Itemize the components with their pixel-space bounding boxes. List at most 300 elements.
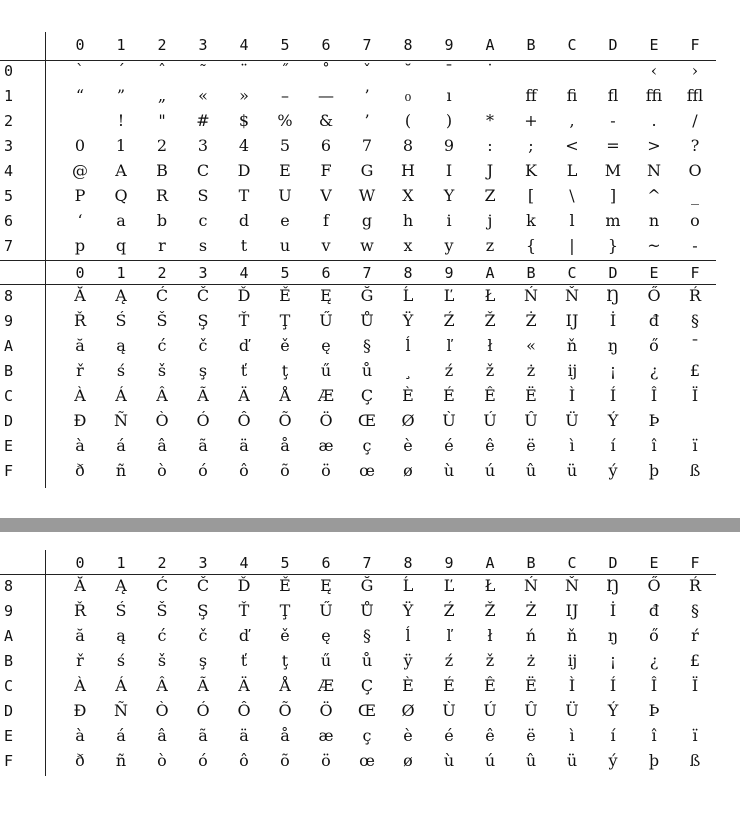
row-label: 8: [4, 287, 14, 305]
glyph-cell: {: [525, 236, 537, 255]
glyph-cell: ţ: [281, 361, 289, 380]
glyph-cell: @: [72, 161, 88, 180]
glyph-cell: -: [692, 236, 698, 255]
glyph-cell: â: [157, 436, 167, 455]
glyph-cell: Ô: [237, 411, 251, 430]
glyph-cell: O: [688, 161, 702, 180]
glyph-cell: !: [117, 111, 125, 130]
glyph-cell: ‘: [77, 211, 83, 230]
glyph-cell: S: [197, 186, 209, 205]
glyph-cell: Õ: [278, 701, 292, 720]
column-header: 7: [362, 36, 372, 54]
glyph-cell: ¯: [691, 336, 699, 355]
glyph-cell: Ê: [484, 676, 496, 695]
glyph-cell: Á: [115, 386, 127, 405]
glyph-cell: Î: [650, 386, 658, 405]
column-header: 4: [239, 554, 249, 572]
glyph-cell: ş: [198, 651, 208, 670]
glyph-cell: Í: [609, 386, 617, 405]
glyph-cell: Á: [115, 676, 127, 695]
column-header: 7: [362, 554, 372, 572]
glyph-cell: Û: [524, 411, 538, 430]
glyph-cell: Ű: [319, 311, 333, 330]
glyph-cell: þ: [648, 461, 660, 480]
column-header: F: [690, 36, 700, 54]
glyph-cell: ï: [692, 726, 698, 745]
glyph-cell: e: [280, 211, 290, 230]
glyph-cell: ę: [321, 626, 331, 645]
glyph-cell: ﬁ: [566, 86, 578, 105]
glyph-cell: Č: [196, 286, 210, 305]
glyph-cell: Ť: [238, 601, 250, 620]
glyph-cell: ê: [485, 436, 495, 455]
glyph-cell: _: [691, 186, 699, 205]
glyph-cell: Ę: [320, 286, 332, 305]
glyph-cell: Ú: [483, 701, 497, 720]
glyph-cell: (: [404, 111, 412, 130]
glyph-cell: ĺ: [405, 336, 411, 355]
glyph-cell: ŋ: [607, 336, 619, 355]
glyph-cell: Ń: [524, 286, 538, 305]
glyph-cell: Ŋ: [606, 576, 620, 595]
glyph-cell: ź: [444, 361, 454, 380]
glyph-cell: ň: [566, 626, 578, 645]
glyph-cell: Ő: [647, 286, 661, 305]
glyph-cell: Ğ: [360, 286, 374, 305]
row-label: A: [4, 627, 14, 645]
glyph-cell: č: [198, 336, 208, 355]
glyph-cell: Č: [196, 576, 210, 595]
glyph-cell: ‹: [650, 61, 658, 80]
glyph-cell: s: [198, 236, 208, 255]
glyph-cell: 4: [238, 136, 250, 155]
column-header: C: [567, 36, 577, 54]
glyph-cell: Ÿ: [402, 601, 414, 620]
glyph-cell: â: [157, 726, 167, 745]
column-header: E: [649, 264, 659, 282]
glyph-cell: Ţ: [279, 311, 291, 330]
row-label: E: [4, 727, 14, 745]
glyph-cell: F: [320, 161, 332, 180]
glyph-cell: ń: [525, 626, 537, 645]
glyph-cell: &: [318, 111, 334, 130]
glyph-cell: ň: [566, 336, 578, 355]
glyph-cell: <: [565, 136, 579, 155]
column-header: 9: [444, 554, 454, 572]
glyph-cell: É: [443, 676, 455, 695]
table-rule: [0, 260, 716, 261]
row-label: 9: [4, 312, 14, 330]
column-header: 0: [75, 36, 85, 54]
column-header: 2: [157, 554, 167, 572]
glyph-cell: H: [401, 161, 415, 180]
column-header: E: [649, 36, 659, 54]
glyph-cell: Ý: [607, 701, 619, 720]
glyph-cell: Ž: [484, 311, 496, 330]
glyph-cell: ß: [689, 461, 701, 480]
column-header: B: [526, 36, 536, 54]
glyph-cell: u: [279, 236, 291, 255]
glyph-cell: á: [116, 726, 126, 745]
row-label: C: [4, 387, 14, 405]
glyph-cell: Š: [156, 601, 168, 620]
glyph-cell: Ë: [525, 676, 537, 695]
glyph-cell: Ŕ: [688, 576, 702, 595]
glyph-cell: –: [281, 86, 289, 105]
column-header: 8: [403, 264, 413, 282]
glyph-cell: M: [604, 161, 622, 180]
glyph-cell: Ô: [237, 701, 251, 720]
glyph-cell: ú: [484, 461, 496, 480]
row-label: D: [4, 412, 14, 430]
column-header: F: [690, 554, 700, 572]
glyph-cell: ò: [157, 751, 167, 770]
glyph-cell: ě: [280, 336, 290, 355]
glyph-cell: Ż: [525, 311, 537, 330]
glyph-cell: Ó: [196, 701, 210, 720]
glyph-cell: >: [647, 136, 661, 155]
glyph-cell: Ł: [484, 576, 496, 595]
glyph-cell: č: [198, 626, 208, 645]
glyph-cell: ů: [361, 651, 373, 670]
glyph-cell: Ć: [155, 286, 169, 305]
glyph-cell: ŋ: [607, 626, 619, 645]
glyph-cell: ì: [569, 436, 575, 455]
glyph-cell: X: [402, 186, 414, 205]
glyph-cell: š: [157, 361, 167, 380]
glyph-cell: 8: [402, 136, 414, 155]
glyph-cell: ó: [198, 751, 208, 770]
glyph-cell: Ś: [115, 311, 127, 330]
column-header: 2: [157, 264, 167, 282]
row-label: F: [4, 462, 14, 480]
glyph-cell: ľ: [446, 626, 452, 645]
glyph-cell: }: [607, 236, 619, 255]
glyph-cell: %: [277, 111, 293, 130]
glyph-cell: ö: [321, 751, 331, 770]
glyph-cell: ò: [157, 461, 167, 480]
glyph-cell: Ł: [484, 286, 496, 305]
row-label: 4: [4, 162, 14, 180]
glyph-cell: ś: [116, 651, 126, 670]
column-header: 5: [280, 264, 290, 282]
glyph-cell: Ù: [442, 411, 456, 430]
glyph-cell: ï: [692, 436, 698, 455]
glyph-cell: ą: [116, 626, 126, 645]
glyph-cell: k: [526, 211, 536, 230]
glyph-cell: [: [527, 186, 535, 205]
glyph-cell: ł: [487, 336, 493, 355]
glyph-cell: 1: [115, 136, 127, 155]
glyph-cell: å: [280, 726, 290, 745]
glyph-cell: Ń: [524, 576, 538, 595]
glyph-cell: U: [278, 186, 292, 205]
column-header: 6: [321, 554, 331, 572]
glyph-cell: A: [115, 161, 127, 180]
column-header: D: [608, 264, 618, 282]
glyph-cell: ű: [320, 651, 332, 670]
glyph-cell: W: [358, 186, 376, 205]
glyph-cell: Æ: [317, 676, 334, 695]
glyph-cell: /: [692, 111, 698, 130]
glyph-cell: ¿: [649, 651, 659, 670]
glyph-cell: ş: [198, 361, 208, 380]
glyph-cell: ž: [485, 361, 495, 380]
glyph-cell: Ě: [279, 576, 291, 595]
glyph-cell: ë: [526, 436, 536, 455]
glyph-cell: ê: [485, 726, 495, 745]
glyph-cell: ù: [443, 461, 455, 480]
column-header: A: [485, 554, 495, 572]
glyph-cell: ¡: [609, 361, 617, 380]
glyph-cell: Ó: [196, 411, 210, 430]
glyph-cell: ı: [446, 86, 452, 105]
column-header: 1: [116, 36, 126, 54]
glyph-cell: ˇ: [363, 61, 371, 80]
glyph-cell: i: [446, 211, 452, 230]
glyph-cell: b: [156, 211, 168, 230]
glyph-cell: Ę: [320, 576, 332, 595]
glyph-cell: Ñ: [114, 701, 128, 720]
column-header: 7: [362, 264, 372, 282]
glyph-cell: £: [689, 361, 701, 380]
glyph-cell: V: [320, 186, 332, 205]
glyph-cell: ì: [569, 726, 575, 745]
glyph-cell: Ť: [238, 311, 250, 330]
glyph-cell: Ĳ: [565, 311, 579, 330]
glyph-cell: Þ: [648, 411, 660, 430]
glyph-cell: Ĺ: [402, 576, 414, 595]
glyph-cell: Ď: [237, 576, 251, 595]
row-label: 7: [4, 237, 14, 255]
glyph-cell: Í: [609, 676, 617, 695]
glyph-cell: Œ: [357, 411, 377, 430]
glyph-cell: ý: [608, 751, 618, 770]
glyph-cell: —: [318, 86, 334, 105]
glyph-cell: q: [115, 236, 127, 255]
row-label: 9: [4, 602, 14, 620]
glyph-cell: ř: [76, 361, 84, 380]
glyph-cell: ü: [566, 461, 578, 480]
glyph-cell: o: [690, 211, 700, 230]
glyph-cell: G: [360, 161, 374, 180]
glyph-cell: ă: [75, 626, 85, 645]
glyph-cell: Ă: [74, 576, 86, 595]
glyph-cell: ~: [647, 236, 661, 255]
glyph-cell: ?: [690, 136, 700, 155]
glyph-cell: ç: [362, 436, 372, 455]
glyph-cell: í: [610, 436, 616, 455]
glyph-cell: 9: [443, 136, 455, 155]
glyph-cell: Ş: [197, 311, 209, 330]
glyph-cell: Û: [524, 701, 538, 720]
glyph-cell: h: [402, 211, 414, 230]
glyph-cell: m: [605, 211, 621, 230]
glyph-cell: ľ: [446, 336, 452, 355]
glyph-cell: L: [566, 161, 578, 180]
column-header: 0: [75, 554, 85, 572]
glyph-cell: c: [198, 211, 208, 230]
glyph-cell: Ä: [238, 676, 250, 695]
column-header: 8: [403, 554, 413, 572]
glyph-cell: Ő: [647, 576, 661, 595]
glyph-cell: 3: [197, 136, 209, 155]
glyph-cell: :: [487, 136, 493, 155]
glyph-cell: Ĳ: [565, 601, 579, 620]
glyph-cell: ů: [361, 361, 373, 380]
glyph-cell: d: [238, 211, 250, 230]
glyph-cell: ¿: [649, 361, 659, 380]
glyph-cell: Ç: [360, 676, 374, 695]
font-encoding-table-upper-half: [0, 550, 740, 776]
glyph-cell: 5: [279, 136, 291, 155]
glyph-cell: å: [280, 436, 290, 455]
glyph-cell: œ: [359, 461, 375, 480]
glyph-cell: í: [610, 726, 616, 745]
glyph-cell: ť: [240, 651, 248, 670]
column-header: 9: [444, 36, 454, 54]
glyph-cell: À: [74, 676, 86, 695]
glyph-cell: J: [486, 161, 494, 180]
glyph-cell: ć: [157, 626, 167, 645]
row-label: 0: [4, 62, 14, 80]
column-header: 3: [198, 36, 208, 54]
glyph-cell: v: [321, 236, 331, 255]
glyph-cell: +: [524, 111, 538, 130]
glyph-cell: à: [75, 726, 85, 745]
glyph-cell: ^: [647, 186, 661, 205]
glyph-cell: Ą: [115, 286, 127, 305]
row-label-divider: [45, 550, 46, 776]
glyph-cell: ¸: [404, 361, 412, 380]
glyph-cell: Ř: [73, 311, 87, 330]
glyph-cell: š: [157, 651, 167, 670]
glyph-cell: Ñ: [114, 411, 128, 430]
glyph-cell: a: [116, 211, 126, 230]
column-header: C: [567, 264, 577, 282]
glyph-cell: đ: [648, 311, 660, 330]
glyph-cell: Ì: [568, 676, 576, 695]
glyph-cell: À: [74, 386, 86, 405]
glyph-cell: .: [651, 111, 657, 130]
glyph-cell: ˆ: [158, 61, 166, 80]
glyph-cell: t: [240, 236, 248, 255]
row-label: D: [4, 702, 14, 720]
glyph-cell: 6: [320, 136, 332, 155]
glyph-cell: ﬀ: [525, 86, 537, 105]
column-header: A: [485, 264, 495, 282]
glyph-cell: È: [402, 676, 414, 695]
glyph-cell: l: [569, 211, 575, 230]
glyph-cell: T: [238, 186, 250, 205]
glyph-cell: ä: [239, 726, 249, 745]
glyph-cell: ř: [76, 651, 84, 670]
glyph-cell: y: [444, 236, 454, 255]
glyph-cell: ˝: [281, 61, 289, 80]
glyph-cell: ð: [75, 461, 85, 480]
column-header: A: [485, 36, 495, 54]
glyph-cell: ): [445, 111, 453, 130]
glyph-cell: ó: [198, 461, 208, 480]
glyph-cell: r: [158, 236, 166, 255]
glyph-cell: Ĺ: [402, 286, 414, 305]
glyph-cell: #: [196, 111, 210, 130]
glyph-cell: ;: [528, 136, 534, 155]
row-label: F: [4, 752, 14, 770]
glyph-cell: Ě: [279, 286, 291, 305]
column-header: 5: [280, 554, 290, 572]
row-label: B: [4, 652, 14, 670]
row-label: 3: [4, 137, 14, 155]
glyph-cell: è: [403, 726, 413, 745]
glyph-cell: ď: [238, 626, 250, 645]
column-header: 4: [239, 36, 249, 54]
row-label: C: [4, 677, 14, 695]
glyph-cell: ù: [443, 751, 455, 770]
glyph-cell: Ò: [155, 701, 169, 720]
table-rule: [0, 284, 716, 285]
glyph-cell: z: [485, 236, 495, 255]
column-header: E: [649, 554, 659, 572]
glyph-cell: *: [486, 111, 494, 130]
glyph-cell: ã: [198, 726, 208, 745]
glyph-cell: D: [237, 161, 251, 180]
glyph-cell: õ: [280, 751, 290, 770]
glyph-cell: C: [196, 161, 210, 180]
row-label: 1: [4, 87, 14, 105]
glyph-cell: Ľ: [443, 576, 455, 595]
glyph-cell: Ď: [237, 286, 251, 305]
glyph-cell: Ţ: [279, 601, 291, 620]
glyph-cell: ł: [487, 626, 493, 645]
column-header: 0: [75, 264, 85, 282]
glyph-cell: ŕ: [691, 626, 699, 645]
glyph-cell: ”: [116, 86, 126, 105]
glyph-cell: İ: [609, 311, 617, 330]
glyph-cell: Ä: [238, 386, 250, 405]
glyph-cell: Ą: [115, 576, 127, 595]
glyph-cell: Ù: [442, 701, 456, 720]
glyph-cell: p: [74, 236, 86, 255]
row-label: 6: [4, 212, 14, 230]
glyph-cell: ø: [403, 461, 413, 480]
glyph-cell: ﬃ: [645, 86, 663, 105]
glyph-cell: ţ: [281, 651, 289, 670]
column-header: 1: [116, 264, 126, 282]
glyph-cell: n: [648, 211, 660, 230]
glyph-cell: é: [444, 726, 454, 745]
glyph-cell: Ë: [525, 386, 537, 405]
glyph-cell: È: [402, 386, 414, 405]
glyph-cell: ¡: [609, 651, 617, 670]
glyph-cell: ą: [116, 336, 126, 355]
table-rule: [0, 60, 716, 61]
glyph-cell: Ű: [319, 601, 333, 620]
glyph-cell: ž: [485, 651, 495, 670]
glyph-cell: ő: [649, 336, 659, 355]
glyph-cell: Ź: [443, 601, 455, 620]
row-label: A: [4, 337, 14, 355]
row-label: 2: [4, 112, 14, 130]
glyph-cell: j: [487, 211, 493, 230]
glyph-cell: w: [360, 236, 374, 255]
glyph-cell: Š: [156, 311, 168, 330]
glyph-cell: Ï: [691, 676, 699, 695]
glyph-cell: Ü: [565, 701, 579, 720]
glyph-cell: ě: [280, 626, 290, 645]
glyph-cell: ú: [484, 751, 496, 770]
glyph-cell: E: [279, 161, 291, 180]
